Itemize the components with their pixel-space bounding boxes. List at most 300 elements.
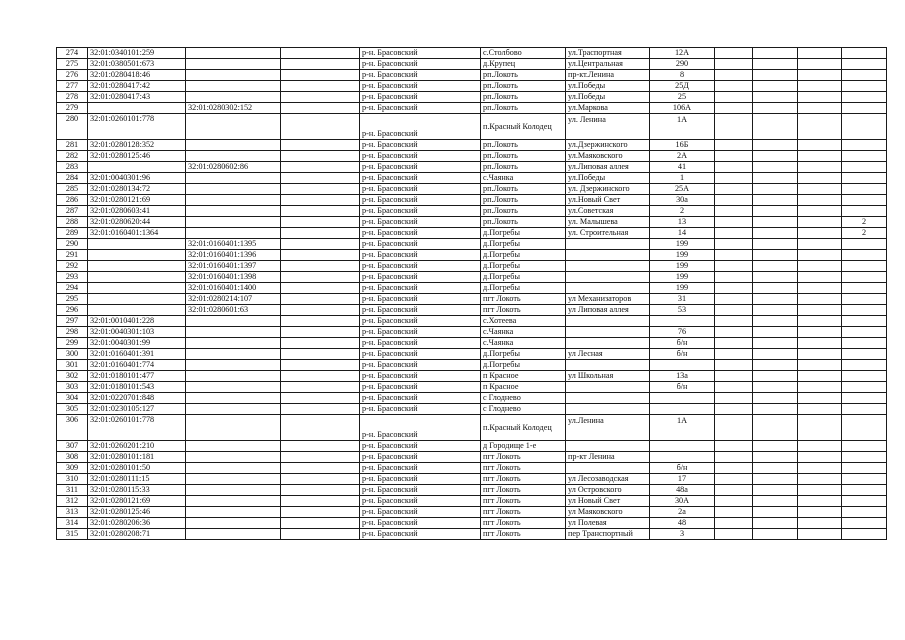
empty-cell: [715, 371, 753, 382]
district-cell: р-н. Брасовский: [360, 184, 481, 195]
empty-cell: [798, 485, 842, 496]
empty-cell: [753, 239, 798, 250]
cadastral-number-cell: 32:01:0280206:36: [88, 518, 186, 529]
street-cell: ул.Маркова: [566, 103, 650, 114]
settlement-cell: с.Чаянка: [481, 327, 566, 338]
empty-cell: [753, 272, 798, 283]
empty-cell: [753, 529, 798, 540]
cadastral-number-cell: 32:01:0280208:71: [88, 529, 186, 540]
empty-cell: [715, 360, 753, 371]
count-cell: [842, 70, 887, 81]
row-number-cell: 314: [57, 518, 88, 529]
count-cell: [842, 59, 887, 70]
row-number-cell: 303: [57, 382, 88, 393]
building-cadastral-number-cell: 32:01:0280302:152: [186, 103, 281, 114]
building-cadastral-number-cell: [186, 70, 281, 81]
empty-cell: [753, 316, 798, 327]
house-number-cell: 1А: [650, 415, 715, 441]
settlement-cell: рп.Локоть: [481, 103, 566, 114]
settlement-cell: д.Погребы: [481, 239, 566, 250]
row-number-cell: 304: [57, 393, 88, 404]
empty-cell: [798, 151, 842, 162]
empty-cell: [798, 114, 842, 140]
table-row: [57, 228, 887, 239]
empty-cell: [798, 272, 842, 283]
empty-cell: [281, 349, 360, 360]
table-row: [57, 206, 887, 217]
empty-cell: [798, 338, 842, 349]
cadastral-number-cell: [88, 272, 186, 283]
district-cell: р-н. Брасовский: [360, 404, 481, 415]
street-cell: ул.Ленина: [566, 415, 650, 441]
district-cell: р-н. Брасовский: [360, 162, 481, 173]
district-cell: р-н. Брасовский: [360, 294, 481, 305]
empty-cell: [715, 283, 753, 294]
table-row: [57, 184, 887, 195]
house-number-cell: 199: [650, 272, 715, 283]
empty-cell: [281, 59, 360, 70]
count-cell: [842, 382, 887, 393]
count-cell: [842, 518, 887, 529]
district-cell: р-н. Брасовский: [360, 415, 481, 441]
empty-cell: [753, 404, 798, 415]
empty-cell: [281, 404, 360, 415]
empty-cell: [715, 151, 753, 162]
house-number-cell: 106А: [650, 103, 715, 114]
house-number-cell: [650, 441, 715, 452]
street-cell: ул Механизаторов: [566, 294, 650, 305]
empty-cell: [715, 496, 753, 507]
count-cell: [842, 529, 887, 540]
building-cadastral-number-cell: [186, 507, 281, 518]
street-cell: ул Липовая аллея: [566, 305, 650, 316]
table-row: [57, 441, 887, 452]
empty-cell: [281, 151, 360, 162]
settlement-cell: рп.Локоть: [481, 217, 566, 228]
table-row: [57, 294, 887, 305]
district-cell: р-н. Брасовский: [360, 261, 481, 272]
house-number-cell: 25: [650, 92, 715, 103]
table-row: [57, 162, 887, 173]
settlement-cell: с Глоднево: [481, 404, 566, 415]
row-number-cell: 298: [57, 327, 88, 338]
cadastral-number-cell: 32:01:0160401:774: [88, 360, 186, 371]
table-row: [57, 239, 887, 250]
empty-cell: [753, 474, 798, 485]
street-cell: ул. Строительная: [566, 228, 650, 239]
empty-cell: [715, 338, 753, 349]
empty-cell: [798, 206, 842, 217]
empty-cell: [715, 184, 753, 195]
house-number-cell: 25А: [650, 184, 715, 195]
cadastral-number-cell: 32:01:0280101:50: [88, 463, 186, 474]
empty-cell: [715, 452, 753, 463]
table-row: [57, 81, 887, 92]
building-cadastral-number-cell: [186, 338, 281, 349]
cadastral-number-cell: 32:01:0280417:43: [88, 92, 186, 103]
row-number-cell: 274: [57, 48, 88, 59]
settlement-cell: пгт Локоть: [481, 474, 566, 485]
empty-cell: [281, 184, 360, 195]
table-row: [57, 316, 887, 327]
settlement-cell: п.Красный Колодец: [481, 114, 566, 140]
count-cell: [842, 393, 887, 404]
row-number-cell: 307: [57, 441, 88, 452]
empty-cell: [715, 92, 753, 103]
empty-cell: [715, 474, 753, 485]
empty-cell: [753, 485, 798, 496]
empty-cell: [715, 382, 753, 393]
empty-cell: [798, 463, 842, 474]
district-cell: р-н. Брасовский: [360, 474, 481, 485]
count-cell: [842, 92, 887, 103]
row-number-cell: 280: [57, 114, 88, 140]
empty-cell: [281, 463, 360, 474]
empty-cell: [753, 452, 798, 463]
empty-cell: [715, 206, 753, 217]
street-cell: ул.Маяковского: [566, 151, 650, 162]
table-row: [57, 103, 887, 114]
district-cell: р-н. Брасовский: [360, 382, 481, 393]
cadastral-number-cell: 32:01:0280121:69: [88, 496, 186, 507]
table-row: [57, 327, 887, 338]
table-row: [57, 217, 887, 228]
row-number-cell: 309: [57, 463, 88, 474]
building-cadastral-number-cell: [186, 349, 281, 360]
table-row: [57, 518, 887, 529]
building-cadastral-number-cell: 32:01:0160401:1400: [186, 283, 281, 294]
street-cell: [566, 382, 650, 393]
table-row: [57, 349, 887, 360]
district-cell: р-н. Брасовский: [360, 48, 481, 59]
table-row: [57, 261, 887, 272]
empty-cell: [753, 507, 798, 518]
building-cadastral-number-cell: [186, 485, 281, 496]
count-cell: [842, 195, 887, 206]
empty-cell: [715, 485, 753, 496]
district-cell: р-н. Брасовский: [360, 393, 481, 404]
empty-cell: [753, 173, 798, 184]
house-number-cell: [650, 404, 715, 415]
empty-cell: [798, 162, 842, 173]
house-number-cell: 17: [650, 474, 715, 485]
empty-cell: [798, 382, 842, 393]
house-number-cell: [650, 393, 715, 404]
row-number-cell: 275: [57, 59, 88, 70]
row-number-cell: 284: [57, 173, 88, 184]
count-cell: [842, 173, 887, 184]
empty-cell: [753, 206, 798, 217]
building-cadastral-number-cell: [186, 81, 281, 92]
settlement-cell: рп.Локоть: [481, 92, 566, 103]
settlement-cell: пгт Локоть: [481, 463, 566, 474]
house-number-cell: [650, 316, 715, 327]
empty-cell: [715, 103, 753, 114]
district-cell: р-н. Брасовский: [360, 529, 481, 540]
empty-cell: [753, 496, 798, 507]
district-cell: р-н. Брасовский: [360, 217, 481, 228]
empty-cell: [715, 393, 753, 404]
row-number-cell: 287: [57, 206, 88, 217]
empty-cell: [753, 349, 798, 360]
empty-cell: [715, 195, 753, 206]
building-cadastral-number-cell: [186, 474, 281, 485]
count-cell: [842, 283, 887, 294]
building-cadastral-number-cell: [186, 371, 281, 382]
district-cell: р-н. Брасовский: [360, 441, 481, 452]
house-number-cell: 31: [650, 294, 715, 305]
empty-cell: [281, 195, 360, 206]
street-cell: ул. Дзержинского: [566, 184, 650, 195]
street-cell: ул Лесная: [566, 349, 650, 360]
empty-cell: [798, 173, 842, 184]
empty-cell: [281, 338, 360, 349]
building-cadastral-number-cell: [186, 496, 281, 507]
house-number-cell: 2А: [650, 151, 715, 162]
count-cell: [842, 294, 887, 305]
cadastral-number-cell: 32:01:0040301:103: [88, 327, 186, 338]
district-cell: р-н. Брасовский: [360, 140, 481, 151]
empty-cell: [281, 92, 360, 103]
empty-cell: [281, 250, 360, 261]
settlement-cell: п Красное: [481, 382, 566, 393]
street-cell: ул.Дзержинского: [566, 140, 650, 151]
cadastral-number-cell: 32:01:0380501:673: [88, 59, 186, 70]
cadastral-number-cell: 32:01:0220701:848: [88, 393, 186, 404]
row-number-cell: 277: [57, 81, 88, 92]
building-cadastral-number-cell: [186, 404, 281, 415]
house-number-cell: 13а: [650, 371, 715, 382]
empty-cell: [281, 485, 360, 496]
empty-cell: [753, 294, 798, 305]
cadastral-number-cell: [88, 294, 186, 305]
empty-cell: [281, 305, 360, 316]
street-cell: [566, 393, 650, 404]
house-number-cell: 199: [650, 239, 715, 250]
row-number-cell: 305: [57, 404, 88, 415]
cadastral-number-cell: 32:01:0280134:72: [88, 184, 186, 195]
house-number-cell: [650, 452, 715, 463]
empty-cell: [715, 228, 753, 239]
district-cell: р-н. Брасовский: [360, 518, 481, 529]
empty-cell: [715, 272, 753, 283]
settlement-cell: д.Погребы: [481, 349, 566, 360]
district-cell: р-н. Брасовский: [360, 452, 481, 463]
table-row: [57, 338, 887, 349]
empty-cell: [798, 305, 842, 316]
empty-cell: [798, 474, 842, 485]
empty-cell: [715, 81, 753, 92]
street-cell: пер Транспортный: [566, 529, 650, 540]
row-number-cell: 293: [57, 272, 88, 283]
district-cell: р-н. Брасовский: [360, 114, 481, 140]
street-cell: ул Лесозаводская: [566, 474, 650, 485]
table-row: [57, 250, 887, 261]
district-cell: р-н. Брасовский: [360, 92, 481, 103]
empty-cell: [753, 518, 798, 529]
count-cell: [842, 474, 887, 485]
settlement-cell: д.Погребы: [481, 228, 566, 239]
cadastral-number-cell: 32:01:0040301:99: [88, 338, 186, 349]
cadastral-number-cell: 32:01:0160401:1364: [88, 228, 186, 239]
building-cadastral-number-cell: 32:01:0160401:1398: [186, 272, 281, 283]
cadastral-number-cell: [88, 261, 186, 272]
settlement-cell: д.Погребы: [481, 261, 566, 272]
street-cell: ул Новый Свет: [566, 496, 650, 507]
row-number-cell: 306: [57, 415, 88, 441]
count-cell: [842, 48, 887, 59]
empty-cell: [753, 463, 798, 474]
count-cell: [842, 206, 887, 217]
row-number-cell: 291: [57, 250, 88, 261]
district-cell: р-н. Брасовский: [360, 496, 481, 507]
empty-cell: [798, 518, 842, 529]
building-cadastral-number-cell: 32:01:0160401:1395: [186, 239, 281, 250]
district-cell: р-н. Брасовский: [360, 327, 481, 338]
empty-cell: [281, 360, 360, 371]
table-row: [57, 114, 887, 140]
cadastral-number-cell: [88, 103, 186, 114]
count-cell: [842, 184, 887, 195]
building-cadastral-number-cell: [186, 518, 281, 529]
empty-cell: [798, 316, 842, 327]
table-row: [57, 360, 887, 371]
empty-cell: [798, 261, 842, 272]
empty-cell: [281, 272, 360, 283]
house-number-cell: б/н: [650, 338, 715, 349]
table-row: [57, 173, 887, 184]
empty-cell: [281, 283, 360, 294]
count-cell: [842, 327, 887, 338]
settlement-cell: рп.Локоть: [481, 151, 566, 162]
house-number-cell: 199: [650, 261, 715, 272]
street-cell: [566, 239, 650, 250]
empty-cell: [798, 92, 842, 103]
building-cadastral-number-cell: [186, 206, 281, 217]
street-cell: [566, 441, 650, 452]
table-row: [57, 140, 887, 151]
empty-cell: [281, 48, 360, 59]
empty-cell: [281, 228, 360, 239]
count-cell: 2: [842, 217, 887, 228]
settlement-cell: с.Столбово: [481, 48, 566, 59]
street-cell: ул.Победы: [566, 81, 650, 92]
settlement-cell: пгт Локоть: [481, 294, 566, 305]
empty-cell: [281, 474, 360, 485]
row-number-cell: 286: [57, 195, 88, 206]
building-cadastral-number-cell: [186, 327, 281, 338]
empty-cell: [281, 114, 360, 140]
cadastral-number-cell: 32:01:0280603:41: [88, 206, 186, 217]
table-row: [57, 283, 887, 294]
empty-cell: [753, 151, 798, 162]
house-number-cell: 41: [650, 162, 715, 173]
empty-cell: [798, 496, 842, 507]
empty-cell: [281, 382, 360, 393]
empty-cell: [798, 59, 842, 70]
empty-cell: [715, 327, 753, 338]
table-row: [57, 59, 887, 70]
empty-cell: [281, 162, 360, 173]
row-number-cell: 300: [57, 349, 88, 360]
street-cell: [566, 463, 650, 474]
district-cell: р-н. Брасовский: [360, 507, 481, 518]
empty-cell: [798, 81, 842, 92]
empty-cell: [281, 294, 360, 305]
house-number-cell: 30А: [650, 496, 715, 507]
empty-cell: [281, 261, 360, 272]
empty-cell: [753, 305, 798, 316]
empty-cell: [281, 415, 360, 441]
settlement-cell: рп.Локоть: [481, 195, 566, 206]
building-cadastral-number-cell: [186, 48, 281, 59]
empty-cell: [798, 103, 842, 114]
building-cadastral-number-cell: [186, 529, 281, 540]
empty-cell: [798, 441, 842, 452]
table-row: [57, 70, 887, 81]
cadastral-number-cell: 32:01:0280418:46: [88, 70, 186, 81]
street-cell: ул. Малышева: [566, 217, 650, 228]
building-cadastral-number-cell: [186, 173, 281, 184]
settlement-cell: д.Погребы: [481, 250, 566, 261]
settlement-cell: пгт Локоть: [481, 507, 566, 518]
settlement-cell: рп.Локоть: [481, 162, 566, 173]
count-cell: [842, 463, 887, 474]
table-row: [57, 371, 887, 382]
cadastral-number-cell: 32:01:0280620:44: [88, 217, 186, 228]
table-row: [57, 452, 887, 463]
building-cadastral-number-cell: [186, 184, 281, 195]
street-cell: [566, 327, 650, 338]
district-cell: р-н. Брасовский: [360, 195, 481, 206]
street-cell: ул Островского: [566, 485, 650, 496]
settlement-cell: пгт Локоть: [481, 452, 566, 463]
building-cadastral-number-cell: [186, 360, 281, 371]
street-cell: [566, 404, 650, 415]
empty-cell: [281, 239, 360, 250]
empty-cell: [753, 338, 798, 349]
empty-cell: [281, 217, 360, 228]
cadastral-number-cell: 32:01:0260101:778: [88, 114, 186, 140]
row-number-cell: 296: [57, 305, 88, 316]
cadastral-number-cell: 32:01:0280125:46: [88, 507, 186, 518]
count-cell: [842, 349, 887, 360]
building-cadastral-number-cell: [186, 151, 281, 162]
building-cadastral-number-cell: [186, 463, 281, 474]
empty-cell: [798, 371, 842, 382]
house-number-cell: 3: [650, 529, 715, 540]
cadastral-number-cell: 32:01:0180101:477: [88, 371, 186, 382]
district-cell: р-н. Брасовский: [360, 59, 481, 70]
street-cell: ул.Победы: [566, 173, 650, 184]
street-cell: ул.Победы: [566, 92, 650, 103]
row-number-cell: 276: [57, 70, 88, 81]
count-cell: [842, 305, 887, 316]
cadastral-number-cell: [88, 283, 186, 294]
settlement-cell: рп.Локоть: [481, 81, 566, 92]
table-row: [57, 415, 887, 441]
empty-cell: [798, 452, 842, 463]
street-cell: ул Полевая: [566, 518, 650, 529]
empty-cell: [798, 393, 842, 404]
count-cell: 2: [842, 228, 887, 239]
street-cell: [566, 272, 650, 283]
settlement-cell: пгт Локоть: [481, 529, 566, 540]
street-cell: ул.Советская: [566, 206, 650, 217]
house-number-cell: б/н: [650, 463, 715, 474]
settlement-cell: д.Крупец: [481, 59, 566, 70]
empty-cell: [715, 59, 753, 70]
